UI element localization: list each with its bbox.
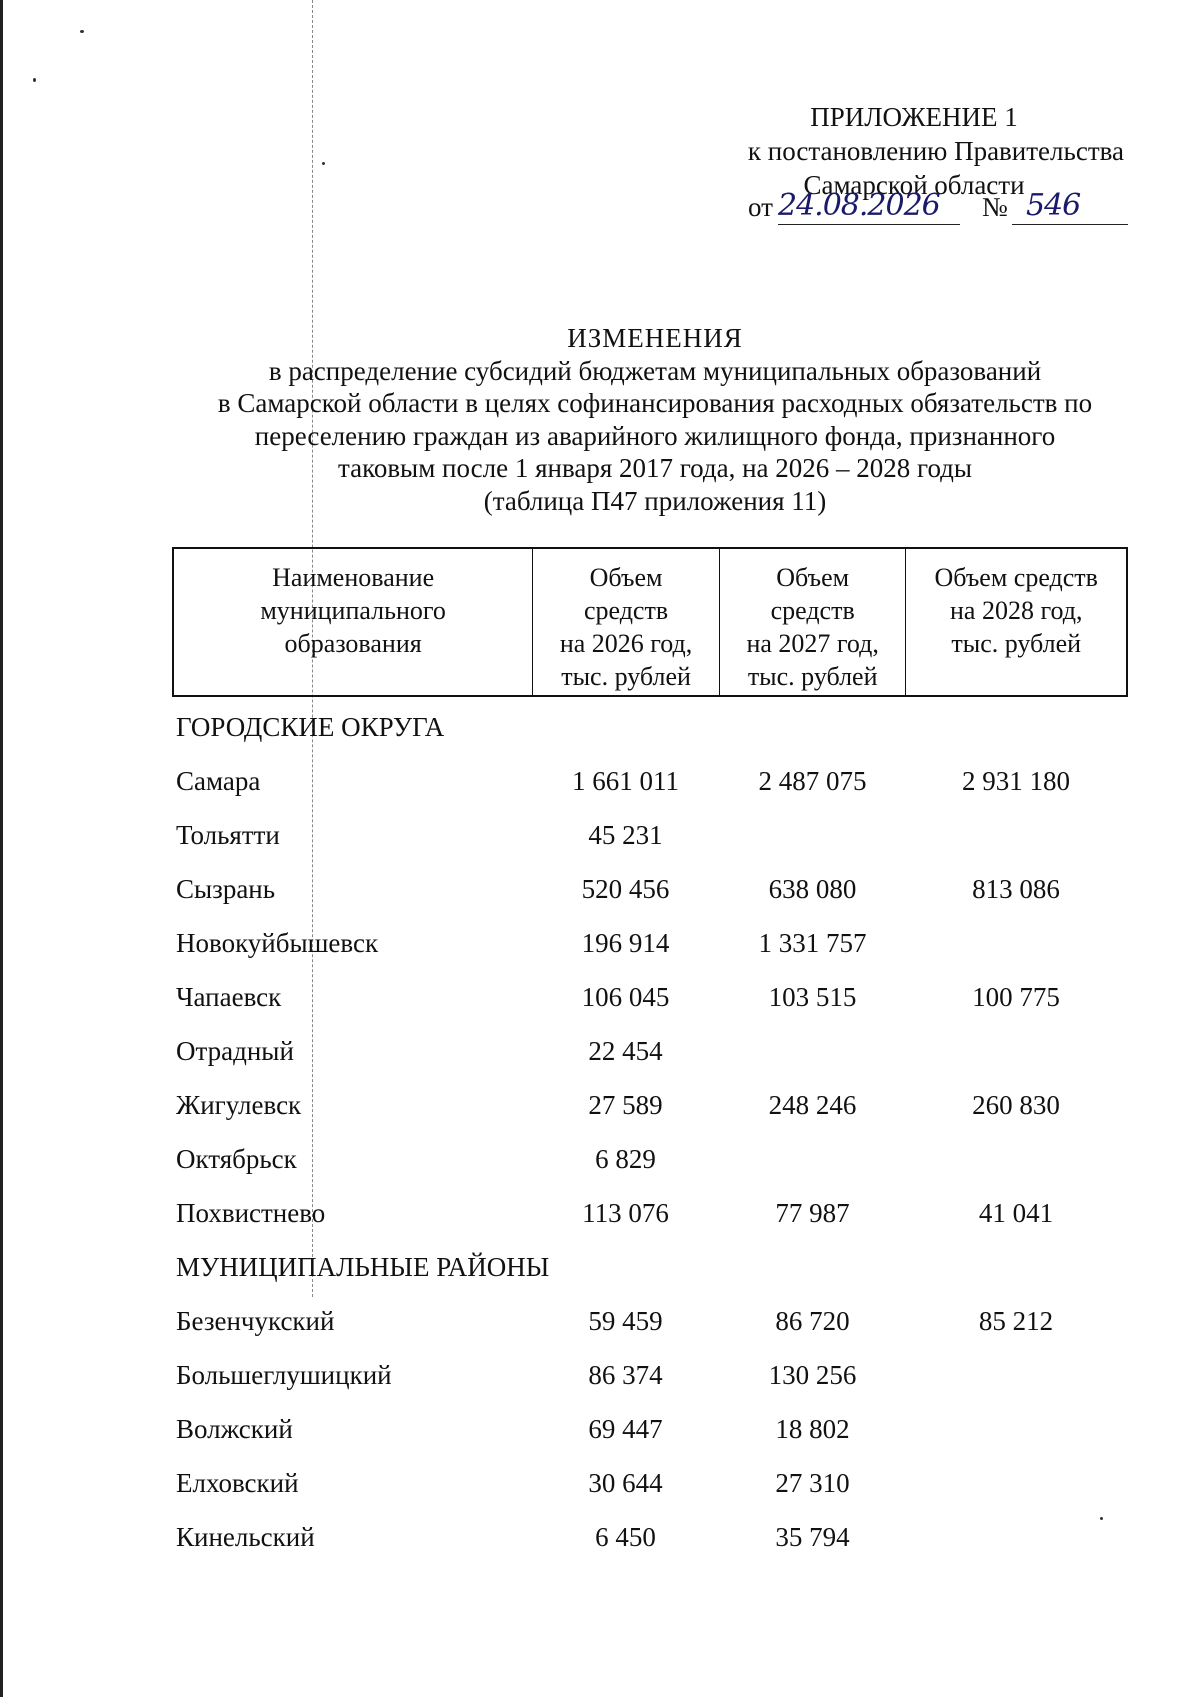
header-line: Объем [776, 563, 850, 592]
row-value-2026: 22 454 [588, 1036, 663, 1066]
header-2026 [533, 549, 720, 695]
appendix-region: Самарской области [803, 170, 1025, 200]
row-value-2026: 106 045 [581, 982, 670, 1012]
table-row [172, 1132, 1128, 1186]
header-line: образования [284, 629, 422, 658]
row-value-2027 [719, 1132, 906, 1186]
row-value-2028 [906, 1024, 1126, 1078]
header-line: Наименование [272, 563, 435, 592]
row-name: Октябрьск [176, 1144, 297, 1174]
row-value-2027 [719, 808, 906, 862]
row-value-2026: 6 829 [595, 1144, 656, 1174]
table-body [172, 700, 1128, 1564]
row-value-2027: 77 987 [775, 1198, 850, 1228]
row-name: Тольятти [176, 820, 280, 850]
header-line: на 2027 год, [746, 629, 879, 658]
order-date-number [748, 190, 1128, 230]
row-value-2028: 813 086 [972, 874, 1060, 904]
row-name: Отрадный [176, 1036, 294, 1066]
scan-speck [322, 162, 325, 165]
row-value-2026: 59 459 [588, 1306, 663, 1336]
table-row [172, 916, 1128, 970]
row-value-2028: 2 931 180 [962, 766, 1070, 796]
row-value-2028 [906, 1510, 1126, 1564]
scan-speck [80, 30, 84, 33]
row-value-2026: 520 456 [581, 874, 670, 904]
table-row [172, 1078, 1128, 1132]
header-line: средств [770, 596, 855, 625]
row-value-2028 [906, 1402, 1126, 1456]
header-2028 [906, 549, 1126, 695]
row-name: Волжский [176, 1414, 293, 1444]
row-value-2026: 69 447 [588, 1414, 663, 1444]
header-line: Объем [589, 563, 663, 592]
row-value-2026: 6 450 [595, 1522, 656, 1552]
title-line: таковым после 1 января 2017 года, на 2026 – 2028 годы [337, 453, 973, 483]
row-value-2028 [906, 808, 1126, 862]
header-line: Объем средств [934, 563, 1098, 592]
row-value-2027: 2 487 075 [758, 766, 867, 796]
scan-speck [33, 78, 36, 82]
header-line: тыс. рублей [561, 662, 691, 691]
date-underline [778, 224, 960, 225]
row-value-2028 [906, 916, 1126, 970]
row-value-2026: 196 914 [581, 928, 670, 958]
table-row [172, 1294, 1128, 1348]
handwritten-date: 24.08.2026 [778, 188, 940, 223]
header-2027 [720, 549, 907, 695]
row-value-2027: 248 246 [768, 1090, 857, 1120]
title-heading: ИЗМЕНЕНИЯ [567, 323, 743, 353]
table-row [172, 808, 1128, 862]
appendix-reference: к постановлению Правительства [747, 136, 1124, 166]
row-name: Елховский [176, 1468, 299, 1498]
row-value-2027: 35 794 [775, 1522, 850, 1552]
row-value-2027 [719, 1024, 906, 1078]
section-title: ГОРОДСКИЕ ОКРУГА [176, 712, 445, 742]
row-value-2028 [906, 1456, 1126, 1510]
header-name [174, 549, 533, 695]
row-value-2028 [906, 1348, 1126, 1402]
table-header [172, 547, 1128, 697]
row-value-2027: 103 515 [768, 982, 857, 1012]
table-row [172, 1348, 1128, 1402]
row-name: Кинельский [176, 1522, 315, 1552]
title-line: в распределение субсидий бюджетам муниципальных образований [268, 355, 1042, 386]
row-name: Безенчукский [176, 1306, 335, 1336]
header-line: на 2028 год, [950, 596, 1083, 625]
appendix-title: ПРИЛОЖЕНИЕ 1 [810, 102, 1018, 132]
row-value-2027: 18 802 [775, 1414, 850, 1444]
header-line: на 2026 год, [559, 629, 693, 658]
row-value-2028: 41 041 [978, 1198, 1054, 1228]
row-name: Большеглушицкий [176, 1360, 392, 1390]
row-value-2027: 86 720 [775, 1306, 850, 1336]
row-value-2026: 1 661 011 [572, 766, 679, 796]
document-title [150, 322, 1160, 517]
row-value-2026: 30 644 [588, 1468, 663, 1498]
table-row [172, 1186, 1128, 1240]
row-value-2026: 113 076 [582, 1198, 669, 1228]
header-line: тыс. рублей [951, 629, 1082, 658]
title-line: переселению граждан из аварийного жилищного фонда, признанного [254, 420, 1056, 451]
number-underline [1012, 224, 1128, 225]
row-value-2028: 85 212 [978, 1306, 1054, 1336]
title-line: (таблица П47 приложения 11) [483, 485, 827, 516]
appendix-block [704, 100, 1124, 202]
row-value-2027: 638 080 [768, 874, 857, 904]
row-value-2026: 45 231 [588, 820, 663, 850]
row-name: Сызрань [176, 874, 276, 904]
handwritten-number: 546 [1026, 188, 1081, 223]
date-prefix: от [748, 192, 773, 222]
row-name: Самара [176, 766, 261, 796]
row-name: Новокуйбышевск [176, 928, 379, 958]
table-row [172, 862, 1128, 916]
row-name: Жигулевск [176, 1090, 302, 1120]
table-row [172, 970, 1128, 1024]
table-row [172, 754, 1128, 808]
row-name: Похвистнево [176, 1198, 326, 1228]
header-line: тыс. рублей [747, 662, 878, 691]
row-value-2027: 1 331 757 [758, 928, 867, 958]
row-value-2028: 100 775 [972, 982, 1060, 1012]
number-prefix: № [982, 192, 1008, 222]
row-value-2028 [906, 1132, 1126, 1186]
table-row [172, 1024, 1128, 1078]
row-value-2026: 86 374 [588, 1360, 663, 1390]
header-line: муниципального [260, 596, 446, 625]
section-title: МУНИЦИПАЛЬНЫЕ РАЙОНЫ [176, 1252, 550, 1282]
row-value-2028: 260 830 [972, 1090, 1060, 1120]
table-row [172, 1402, 1128, 1456]
row-value-2027: 130 256 [768, 1360, 857, 1390]
table-row [172, 1456, 1128, 1510]
row-value-2026: 27 589 [588, 1090, 663, 1120]
header-line: средств [583, 596, 669, 625]
title-line: в Самарской области в целях софинансирования расходных обязательств по [217, 388, 1093, 418]
scan-edge [0, 0, 3, 1697]
row-name: Чапаевск [176, 982, 282, 1012]
table-row [172, 1510, 1128, 1564]
row-value-2027: 27 310 [775, 1468, 850, 1498]
